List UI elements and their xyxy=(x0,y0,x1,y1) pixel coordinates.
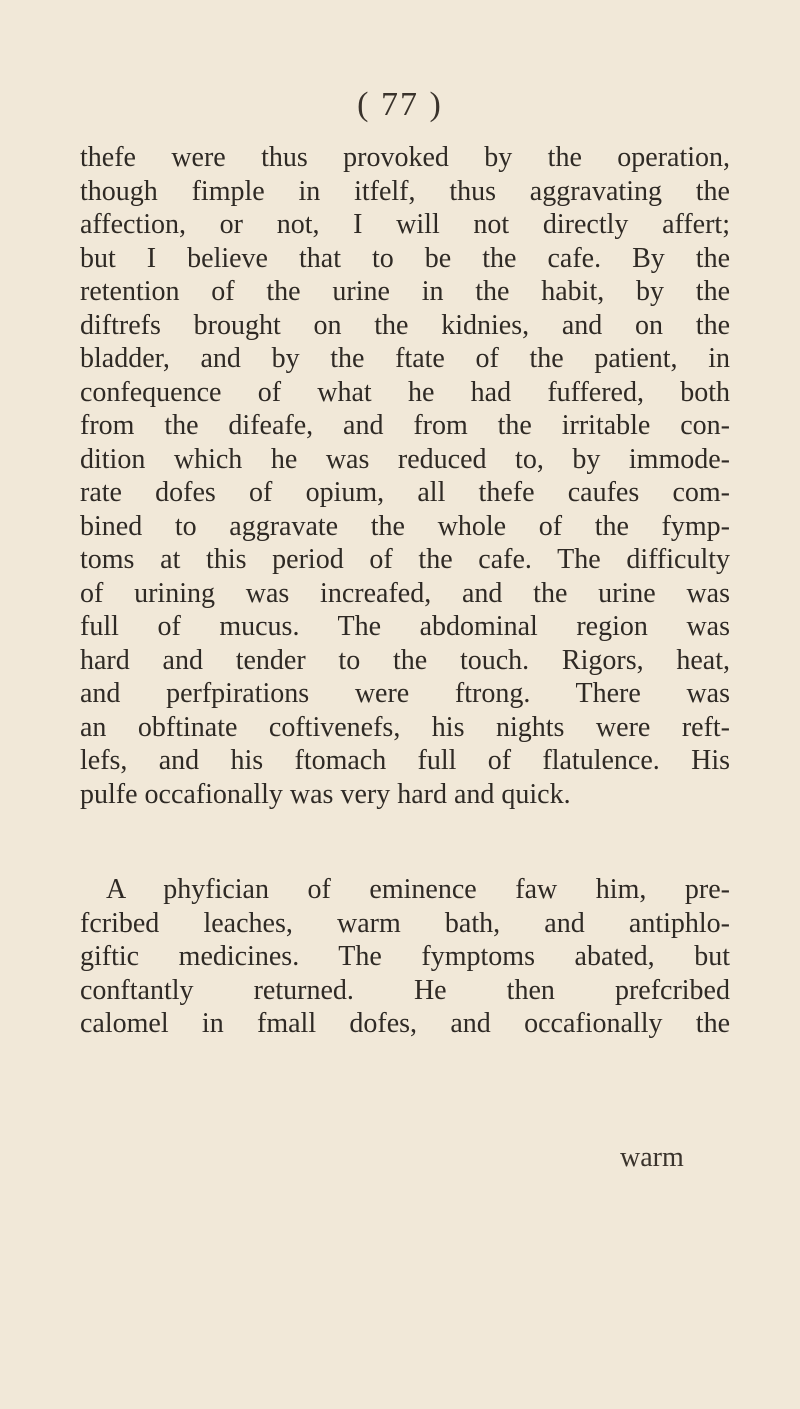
text-line: bladder, and by the ftate of the patient, in xyxy=(80,343,730,374)
text-line: fcribed leaches, warm bath, and antiphlo- xyxy=(80,907,730,939)
text-line: toms at this period of the cafe. The difficulty xyxy=(80,544,730,575)
text-line: hard and tender to the touch. Rigors, heat, xyxy=(80,644,730,676)
text-line: lefs, and his ftomach full of flatulence. His xyxy=(80,745,730,776)
paragraph-2 xyxy=(80,873,730,1041)
page-number: ( 77 ) xyxy=(357,86,443,123)
text-line: A phyfician of eminence faw him, pre- xyxy=(106,874,730,905)
text-line: bined to aggravate the whole of the fymp- xyxy=(80,510,730,542)
text-line: dition which he was reduced to, by immode- xyxy=(80,443,730,475)
catchword: warm xyxy=(620,1142,684,1173)
text-line: affection, or not, I will not directly affert; xyxy=(80,209,730,240)
text-line: thefe were thus provoked by the operation, xyxy=(80,142,730,173)
text-line: an obftinate coftivenefs, his nights were reft- xyxy=(80,711,730,743)
text-line: but I believe that to be the cafe. By the xyxy=(80,242,730,274)
text-line: though fimple in itfelf, thus aggravating the xyxy=(80,175,730,207)
text-line: rate dofes of opium, all thefe caufes com- xyxy=(80,477,730,508)
text-line: giftic medicines. The fymptoms abated, but xyxy=(80,941,730,972)
text-line: and perfpirations were ftrong. There was xyxy=(80,678,730,709)
text-line: full of mucus. The abdominal region was xyxy=(80,611,730,642)
text-line: diftrefs brought on the kidnies, and on the xyxy=(80,309,730,341)
text-line: pulfe occafionally was very hard and quick. xyxy=(80,778,571,810)
text-line: calomel in fmall dofes, and occafionally the xyxy=(80,1008,730,1039)
text-line: from the difeafe, and from the irritable con- xyxy=(80,410,730,441)
paragraph-1 xyxy=(80,141,730,811)
text-line: conftantly returned. He then prefcribed xyxy=(80,974,730,1006)
text-line: retention of the urine in the habit, by the xyxy=(80,276,730,307)
text-line: confequence of what he had fuffered, both xyxy=(80,376,730,408)
text-line: of urining was increafed, and the urine was xyxy=(80,577,730,609)
